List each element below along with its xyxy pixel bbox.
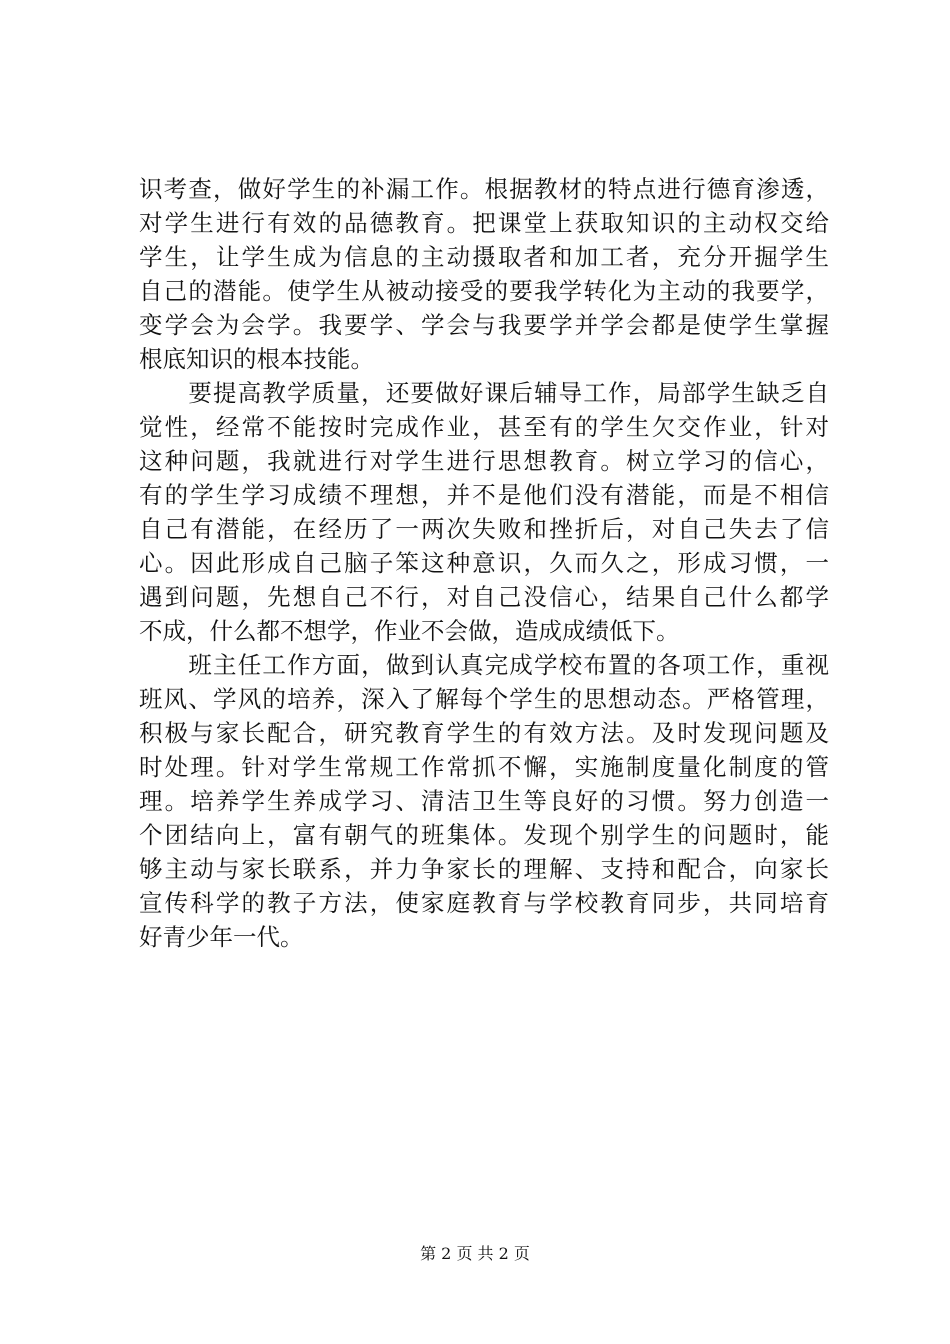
text-line: 积极与家长配合，研究教育学生的有效方法。及时发现问题及 — [139, 719, 829, 747]
text-line: 要提高教学质量，还要做好课后辅导工作，局部学生缺乏自 — [139, 379, 829, 407]
text-line: 时处理。针对学生常规工作常抓不懈，实施制度量化制度的管 — [139, 753, 829, 781]
text-line: 理。培养学生养成学习、清洁卫生等良好的习惯。努力创造一 — [139, 787, 829, 815]
text-line: 变学会为会学。我要学、学会与我要学并学会都是使学生掌握 — [139, 311, 829, 339]
text-line: 够主动与家长联系，并力争家长的理解、支持和配合，向家长 — [139, 855, 829, 883]
text-line: 学生，让学生成为信息的主动摄取者和加工者，充分开掘学生 — [139, 243, 829, 271]
text-line: 宣传科学的教子方法，使家庭教育与学校教育同步，共同培育 — [139, 889, 829, 917]
text-line: 个团结向上，富有朝气的班集体。发现个别学生的问题时，能 — [139, 821, 829, 849]
text-line: 自己有潜能，在经历了一两次失败和挫折后，对自己失去了信 — [139, 515, 829, 543]
paragraph-2 — [139, 376, 829, 648]
text-line: 自己的潜能。使学生从被动接受的要我学转化为主动的我要学， — [139, 277, 829, 305]
text-line: 好青少年一代。 — [139, 923, 304, 951]
text-line: 有的学生学习成绩不理想，并不是他们没有潜能，而是不相信 — [139, 481, 829, 509]
text-line: 心。因此形成自己脑子笨这种意识，久而久之，形成习惯，一 — [139, 549, 829, 577]
text-line: 识考查，做好学生的补漏工作。根据教材的特点进行德育渗透， — [139, 175, 829, 203]
document-body — [139, 172, 829, 954]
text-line: 遇到问题，先想自己不行，对自己没信心，结果自己什么都学 — [139, 583, 829, 611]
text-line: 对学生进行有效的品德教育。把课堂上获取知识的主动权交给 — [139, 209, 829, 237]
paragraph-3 — [139, 648, 829, 954]
text-line: 不成，什么都不想学，作业不会做，造成成绩低下。 — [139, 617, 680, 645]
text-line: 根底知识的根本技能。 — [139, 345, 374, 373]
page-number-footer: 第 2 页 共 2 页 — [420, 1244, 530, 1263]
text-line: 班主任工作方面，做到认真完成学校布置的各项工作，重视 — [139, 651, 829, 679]
paragraph-1 — [139, 172, 829, 376]
text-line: 班风、学风的培养，深入了解每个学生的思想动态。严格管理， — [139, 685, 829, 713]
text-line: 这种问题，我就进行对学生进行思想教育。树立学习的信心， — [139, 447, 829, 475]
text-line: 觉性，经常不能按时完成作业，甚至有的学生欠交作业，针对 — [139, 413, 829, 441]
